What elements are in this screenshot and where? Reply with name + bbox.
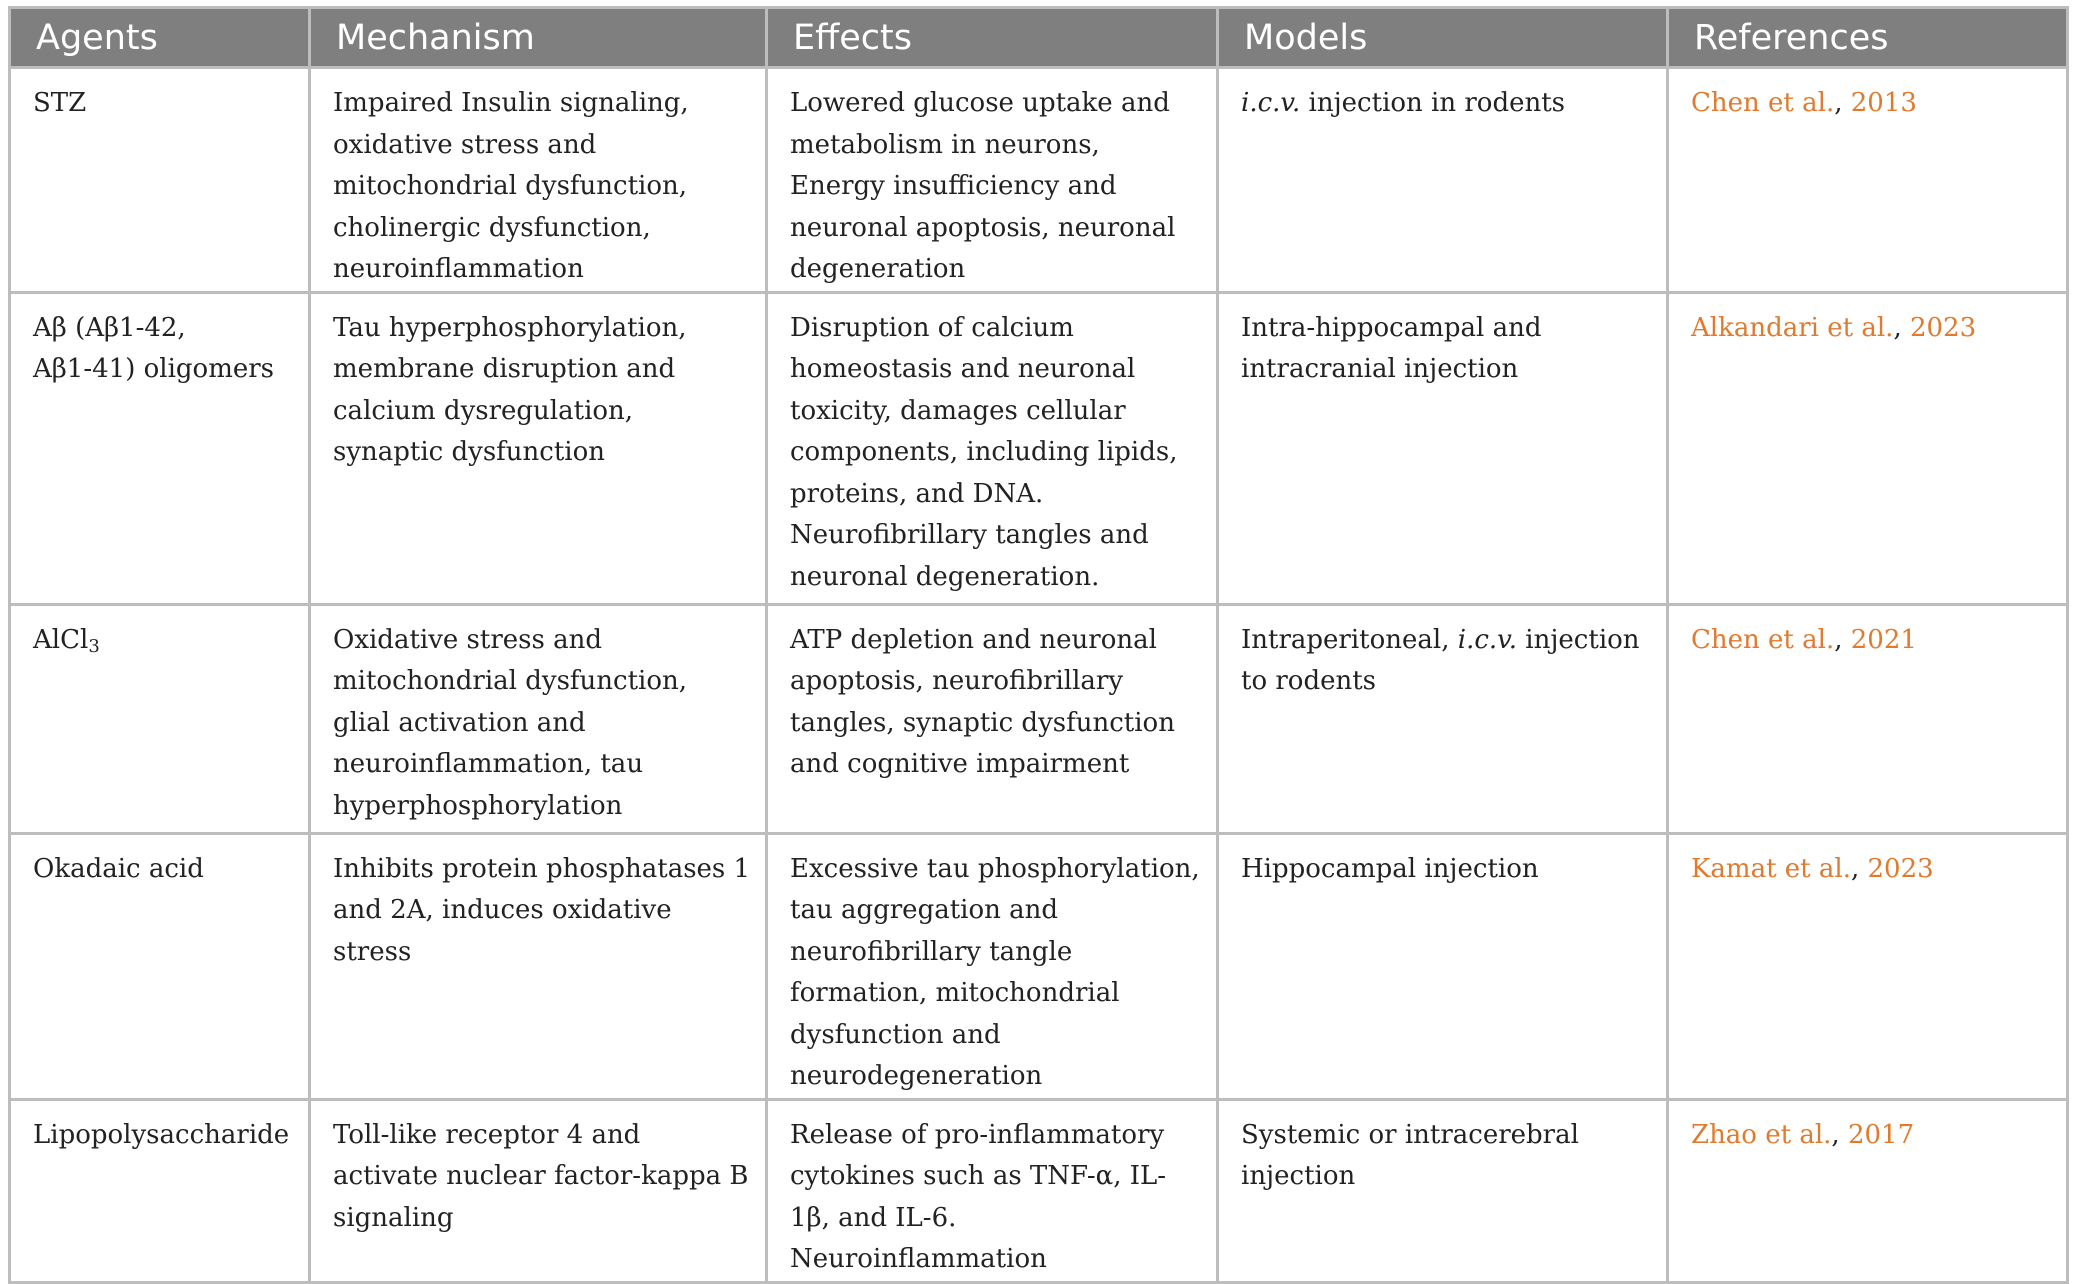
mechanism-cell: Inhibits protein phosphatases 1 and 2A, induces oxidative stress — [310, 833, 767, 1099]
table-row — [10, 292, 2068, 604]
table-header — [10, 8, 2068, 68]
table-row — [10, 833, 2068, 1099]
effects-cell: Lowered glucose uptake and metabolism in neurons, Energy insufficiency and neuronal apoptosis, neuronal degeneration — [767, 68, 1218, 293]
models-cell: Hippocampal injection — [1218, 833, 1668, 1099]
reference-cell — [1668, 292, 2068, 604]
models-cell — [1218, 68, 1668, 293]
models-text: injection in rodents — [1300, 88, 1566, 118]
reference-separator: , — [1831, 1119, 1848, 1150]
models-text: Intraperitoneal, — [1241, 624, 1458, 655]
reference-year-link[interactable]: 2017 — [1847, 1119, 1915, 1150]
effects-cell: ATP depletion and neuronal apoptosis, neurofibrillary tangles, synaptic dysfunction and cognitive impairment — [767, 604, 1218, 833]
table-row — [10, 604, 2068, 833]
reference-author-link[interactable]: Zhao et al. — [1691, 1119, 1832, 1150]
reference-separator: , — [1834, 624, 1851, 655]
reference-author-link[interactable]: Kamat et al. — [1691, 853, 1851, 884]
reference-cell — [1668, 68, 2068, 293]
table-row — [10, 68, 2068, 293]
reference-cell — [1668, 1099, 2068, 1282]
agent-line: Aβ1-41) oligomers — [33, 354, 275, 384]
table-row — [10, 1099, 2068, 1282]
reference-author-link[interactable]: Chen et al. — [1691, 88, 1835, 118]
reference-separator: , — [1834, 88, 1851, 118]
agent-cell — [10, 292, 310, 604]
header-models: Models — [1218, 8, 1668, 68]
reference-year-link[interactable]: 2021 — [1850, 624, 1917, 655]
mechanism-cell: Tau hyperphosphorylation, membrane disruption and calcium dysregulation, synaptic dysfunction — [310, 292, 767, 604]
reference-year-link[interactable]: 2023 — [1867, 853, 1934, 884]
header-row — [10, 8, 2068, 68]
agent-cell: STZ — [10, 68, 310, 293]
reference-author-link[interactable]: Alkandari et al. — [1691, 312, 1894, 343]
models-italic: i.c.v. — [1241, 88, 1301, 118]
agents-table — [8, 6, 2069, 1284]
reference-author-link[interactable]: Chen et al. — [1691, 624, 1835, 655]
reference-separator: , — [1850, 853, 1868, 884]
header-agents: Agents — [10, 8, 310, 68]
models-cell: Intra-hippocampal and intracranial injection — [1218, 292, 1668, 604]
reference-year-link[interactable]: 2013 — [1850, 88, 1917, 118]
mechanism-cell: Impaired Insulin signaling, oxidative stress and mitochondrial dysfunction, cholinergic dysfunction, neuroinflammation — [310, 68, 767, 293]
agent-cell: Okadaic acid — [10, 833, 310, 1099]
header-effects: Effects — [767, 8, 1218, 68]
models-cell: Systemic or intracerebral injection — [1218, 1099, 1668, 1282]
agent-cell — [10, 604, 310, 833]
mechanism-cell: Oxidative stress and mitochondrial dysfunction, glial activation and neuroinflammation, tau hyperphosphorylation — [310, 604, 767, 833]
agent-cell: Lipopolysaccharide — [10, 1099, 310, 1282]
effects-cell: Release of pro-inflammatory cytokines such as TNF-α, IL-1β, and IL-6. Neuroinflammation — [767, 1099, 1218, 1282]
header-references: References — [1668, 8, 2068, 68]
reference-cell — [1668, 604, 2068, 833]
agent-formula: AlCl — [33, 624, 89, 655]
models-text: injection to rodents — [1241, 624, 1640, 696]
header-mechanism: Mechanism — [310, 8, 767, 68]
agent-line: Aβ (Aβ1-42, — [33, 312, 186, 343]
effects-cell: Disruption of calcium homeostasis and neuronal toxicity, damages cellular components, including lipids, proteins, and DNA. Neurofibrillary tangles and neuronal degeneration. — [767, 292, 1218, 604]
reference-separator: , — [1893, 312, 1910, 343]
agent-subscript: 3 — [88, 635, 100, 657]
reference-year-link[interactable]: 2023 — [1909, 312, 1977, 343]
effects-cell: Excessive tau phosphorylation, tau aggregation and neurofibrillary tangle formation, mitochondrial dysfunction and neurodegeneration — [767, 833, 1218, 1099]
mechanism-cell: Toll-like receptor 4 and activate nuclear factor-kappa B signaling — [310, 1099, 767, 1282]
models-cell — [1218, 604, 1668, 833]
models-italic: i.c.v. — [1457, 624, 1518, 655]
reference-cell — [1668, 833, 2068, 1099]
